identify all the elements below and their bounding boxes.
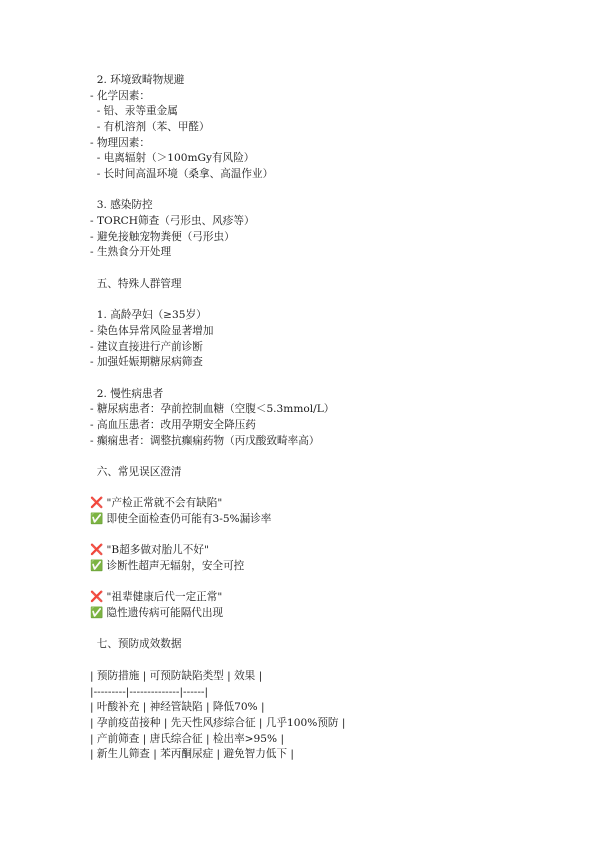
text-line: 七、预防成效数据 (90, 638, 182, 651)
text-line: - 建议直接进行产前诊断 (90, 340, 203, 353)
text-line: - 糖尿病患者：孕前控制血糖（空腹＜5.3mmol/L） (90, 403, 335, 416)
text-line: - 铅、汞等重金属 (90, 105, 178, 118)
text-line: - 物理因素： (90, 136, 150, 149)
text-line: - 加强妊娠期糖尿病筛查 (90, 356, 203, 369)
text-line: |---------|--------------|------| (90, 685, 209, 698)
text-line: - 生熟食分开处理 (90, 246, 172, 259)
text-line: - 长时间高温环境（桑拿、高温作业） (90, 168, 274, 181)
text-line: - 有机溶剂（苯、甲醛） (90, 121, 210, 134)
text-line: 2. 慢性病患者 (90, 387, 164, 400)
text-line: | 预防措施 | 可预防缺陷类型 | 效果 | (90, 669, 263, 682)
text-line: 2. 环境致畸物规避 (90, 74, 185, 86)
text-line: | 孕前疫苗接种 | 先天性风疹综合征 | 几乎100%预防 | (90, 716, 346, 729)
text-line: 3. 感染防控 (90, 199, 153, 212)
text-line: 六、常见误区澄清 (90, 466, 182, 478)
text-line: | 产前筛查 | 唐氏综合征 | 检出率>95% | (90, 732, 285, 745)
text-line: ✅ 即使全面检查仍可能有3-5%漏诊率 (90, 513, 272, 526)
text-line: - 电离辐射（＞100mGy有风险） (90, 152, 255, 165)
text-line: - 高血压患者：改用孕期安全降压药 (90, 418, 256, 431)
text-line: ✅ 诊断性超声无辐射，安全可控 (90, 560, 245, 573)
text-line: ✅ 隐性遗传病可能隔代出现 (90, 607, 224, 620)
text-line: | 叶酸补充 | 神经管缺陷 | 降低70% | (90, 701, 265, 714)
text-line: - 染色体异常风险显著增加 (90, 324, 214, 337)
text-line: - 化学因素： (90, 89, 150, 102)
text-line: 五、特殊人群管理 (90, 277, 182, 290)
text-line: - 癫痫患者：调整抗癫痫药物（丙戊酸致畸率高） (90, 434, 320, 447)
text-line: - 避免接触宠物粪便（弓形虫） (90, 230, 235, 243)
text-line: ❌ "B超多做对胎儿不好" (90, 544, 209, 557)
text-line: ❌ "产检正常就不会有缺陷" (90, 497, 223, 510)
text-line: | 新生儿筛查 | 苯丙酮尿症 | 避免智力低下 | (90, 748, 294, 761)
text-line: ❌ "祖辈健康后代一定正常" (90, 591, 223, 604)
text-line: 1. 高龄孕妇（≥35岁） (90, 309, 207, 322)
text-line: - TORCH筛查（弓形虫、风疹等） (90, 215, 255, 228)
